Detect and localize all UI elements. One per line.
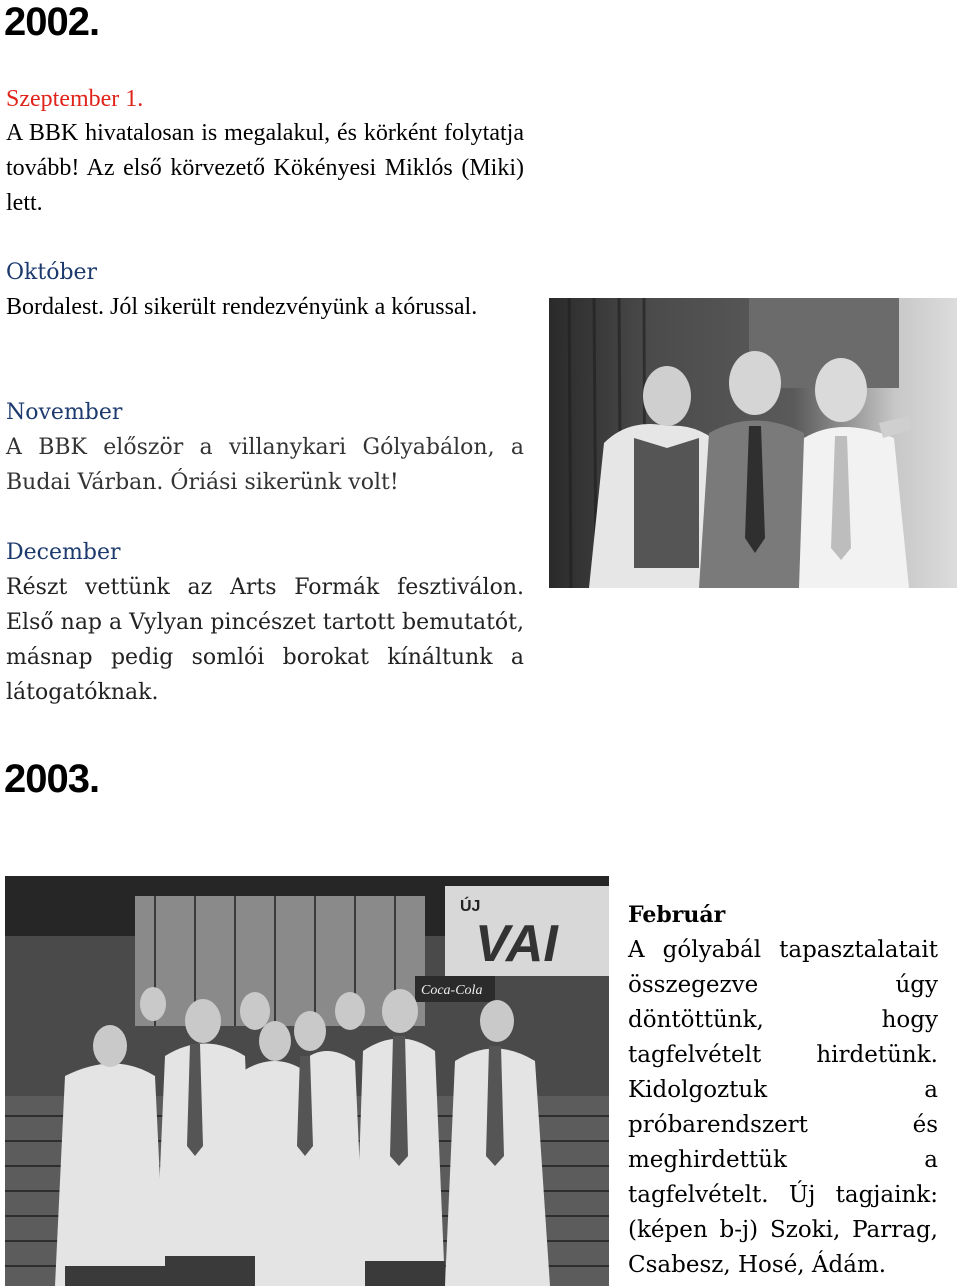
entry-text-szeptember: A BBK hivatalosan is megalakul, és körként folytatja tovább! Az első körvezető Kökényesi Miklós (Miki) lett. <box>6 120 524 216</box>
sign-vai-text: VAI <box>475 915 558 973</box>
sign-cola-text: Coca-Cola <box>421 983 483 998</box>
entry-heading-szeptember: Szeptember 1. <box>6 86 144 112</box>
entry-heading-februar: Február <box>628 902 726 928</box>
entry-heading-oktober: Október <box>6 260 98 285</box>
entry-text-november: A BBK először a villanykari Gólyabálon, a Budai Várban. Óriási sikerünk volt! <box>6 435 524 495</box>
entry-text-oktober: Bordalest. Jól sikerült rendezvényünk a kórussal. <box>6 294 478 320</box>
sign-uj-text: ÚJ <box>460 898 481 915</box>
year-2003-heading: 2003. <box>4 757 100 801</box>
group-photo-2002-drawing <box>549 298 957 588</box>
entry-heading-december: December <box>6 540 121 565</box>
group-photo-2003 <box>5 876 609 1286</box>
entry-heading-november: November <box>6 400 123 425</box>
entry-text-februar: A gólyabál tapasztalatait összegezve úgy döntöttünk, hogy tagfelvételt hirdetünk. Kidolgoztuk a próbarendszert és meghirdettük a tagfelvételt. Új tagjaink: (képen b-j) Szoki, Parrag, Csabesz, Hosé, Ádám. <box>628 937 938 1278</box>
group-photo-2002 <box>549 298 957 588</box>
year-2002-heading: 2002. <box>4 0 100 44</box>
entry-text-december: Részt vettünk az Arts Formák fesztiválon. Első nap a Vylyan pincészet tartott bemutatót, másnap pedig somlói borokat kínáltunk a látogatóknak. <box>6 575 524 705</box>
group-photo-2003-drawing <box>5 876 609 1286</box>
